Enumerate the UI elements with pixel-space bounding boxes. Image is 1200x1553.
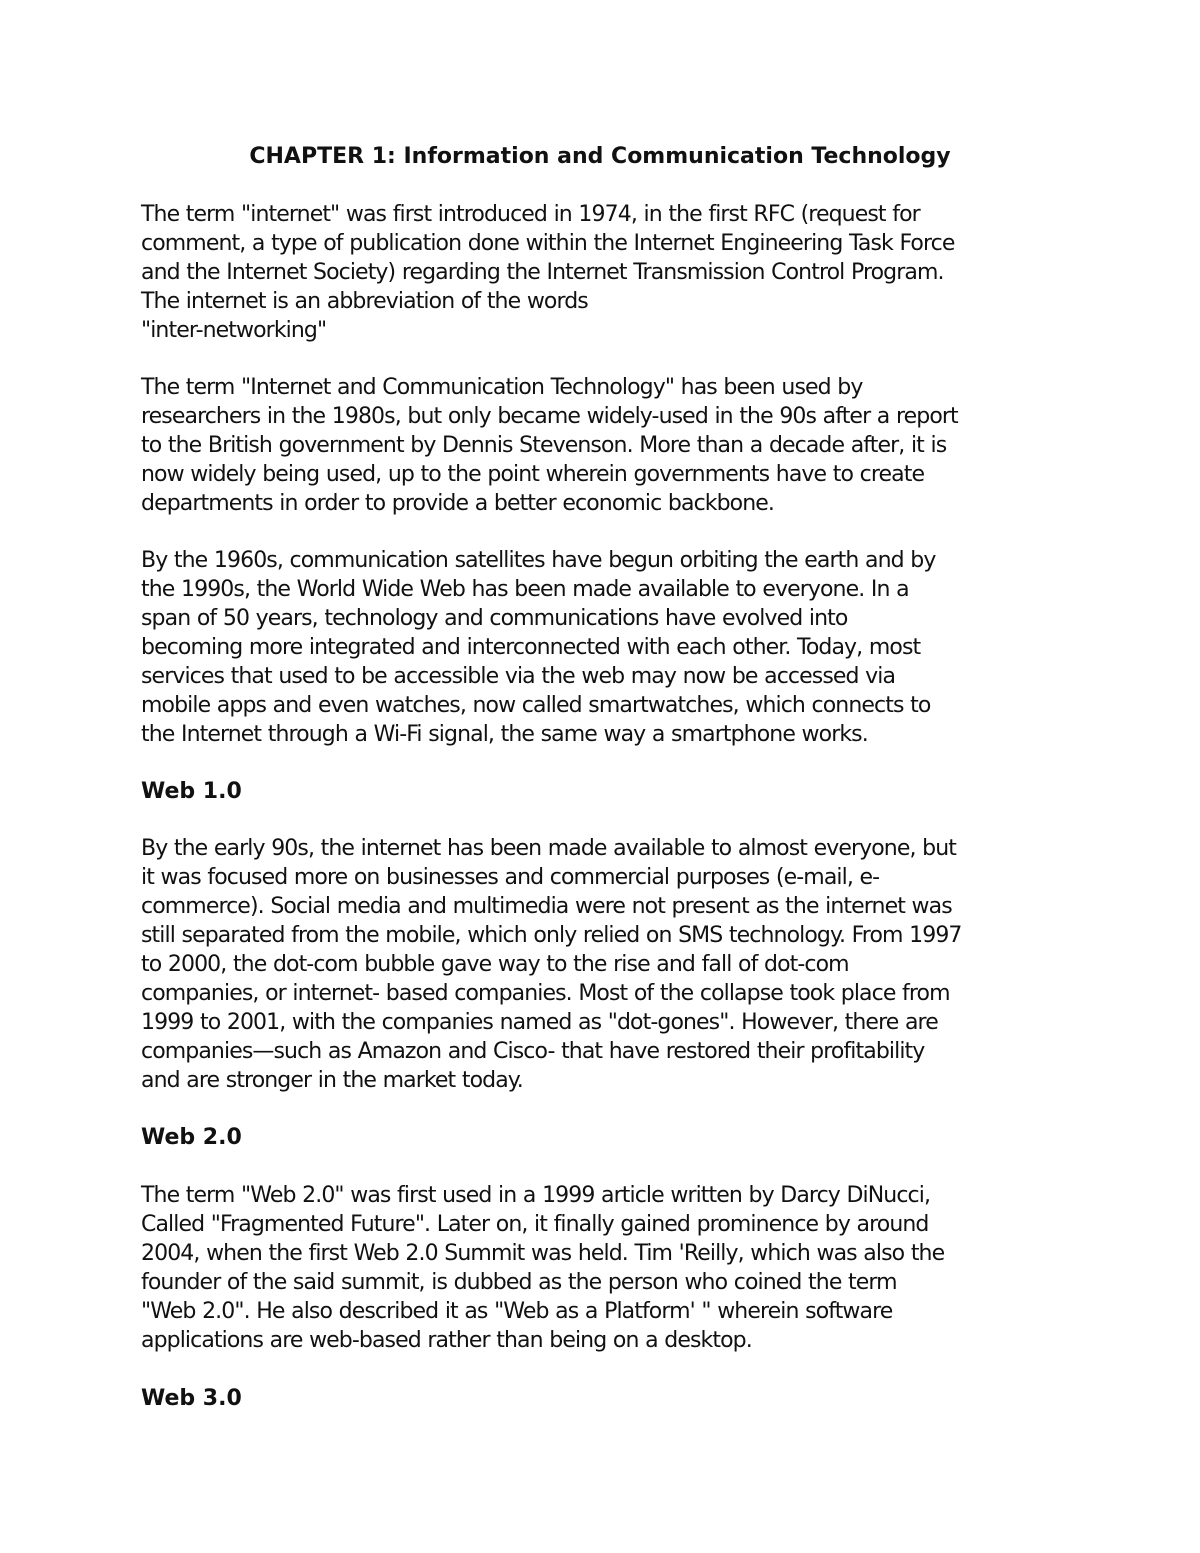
text-line: researchers in the 1980s, but only became widely-used in the 90s after a report xyxy=(141,404,958,429)
text-line: now widely being used, up to the point wherein governments have to create xyxy=(141,462,925,487)
text-line: Called "Fragmented Future". Later on, it finally gained prominence by around xyxy=(141,1212,929,1237)
text-line: comment, a type of publication done within the Internet Engineering Task Force xyxy=(141,231,955,256)
text-line: the Internet through a Wi-Fi signal, the same way a smartphone works. xyxy=(141,722,868,747)
text-line: span of 50 years, technology and communications have evolved into xyxy=(141,606,848,631)
text-line: departments in order to provide a better economic backbone. xyxy=(141,491,775,516)
text-line: The internet is an abbreviation of the words xyxy=(141,289,588,314)
web1-paragraph xyxy=(141,834,1081,1095)
text-line: to the British government by Dennis Stevenson. More than a decade after, it is xyxy=(141,433,947,458)
text-line: companies—such as Amazon and Cisco- that have restored their profitability xyxy=(141,1039,925,1064)
text-line: still separated from the mobile, which only relied on SMS technology. From 1997 xyxy=(141,923,962,948)
web3-heading: Web 3.0 xyxy=(141,1386,242,1411)
text-line: companies, or internet- based companies. Most of the collapse took place from xyxy=(141,981,950,1006)
web1-heading: Web 1.0 xyxy=(141,779,242,804)
text-line: The term "internet" was first introduced in 1974, in the first RFC (request for xyxy=(141,202,920,227)
text-line: The term "Internet and Communication Technology" has been used by xyxy=(141,375,863,400)
text-line: mobile apps and even watches, now called smartwatches, which connects to xyxy=(141,693,931,718)
text-line: By the early 90s, the internet has been made available to almost everyone, but xyxy=(141,836,957,861)
web2-paragraph xyxy=(141,1181,1081,1355)
text-line: The term "Web 2.0" was first used in a 1999 article written by Darcy DiNucci, xyxy=(141,1183,931,1208)
text-line: it was focused more on businesses and commercial purposes (e-mail, e- xyxy=(141,865,880,890)
ict-paragraph xyxy=(141,373,1081,518)
text-line: 2004, when the first Web 2.0 Summit was held. Tim 'Reilly, which was also the xyxy=(141,1241,945,1266)
text-line: 1999 to 2001, with the companies named as "dot-gones". However, there are xyxy=(141,1010,938,1035)
text-line: founder of the said summit, is dubbed as the person who coined the term xyxy=(141,1270,897,1295)
text-line: commerce). Social media and multimedia were not present as the internet was xyxy=(141,894,952,919)
chapter-title: CHAPTER 1: Information and Communication Technology xyxy=(249,144,951,169)
satellites-paragraph xyxy=(141,546,1081,749)
text-line: By the 1960s, communication satellites have begun orbiting the earth and by xyxy=(141,548,936,573)
text-line: and are stronger in the market today. xyxy=(141,1068,523,1093)
text-line: applications are web-based rather than being on a desktop. xyxy=(141,1328,752,1353)
intro-paragraph xyxy=(141,200,1081,345)
text-line: "inter-networking" xyxy=(141,318,327,343)
text-line: becoming more integrated and interconnected with each other. Today, most xyxy=(141,635,921,660)
web2-heading: Web 2.0 xyxy=(141,1125,242,1150)
text-line: "Web 2.0". He also described it as "Web as a Platform' " wherein software xyxy=(141,1299,893,1324)
text-line: and the Internet Society) regarding the Internet Transmission Control Program. xyxy=(141,260,944,285)
text-line: services that used to be accessible via the web may now be accessed via xyxy=(141,664,896,689)
text-line: to 2000, the dot-com bubble gave way to the rise and fall of dot-com xyxy=(141,952,849,977)
text-line: the 1990s, the World Wide Web has been made available to everyone. In a xyxy=(141,577,909,602)
